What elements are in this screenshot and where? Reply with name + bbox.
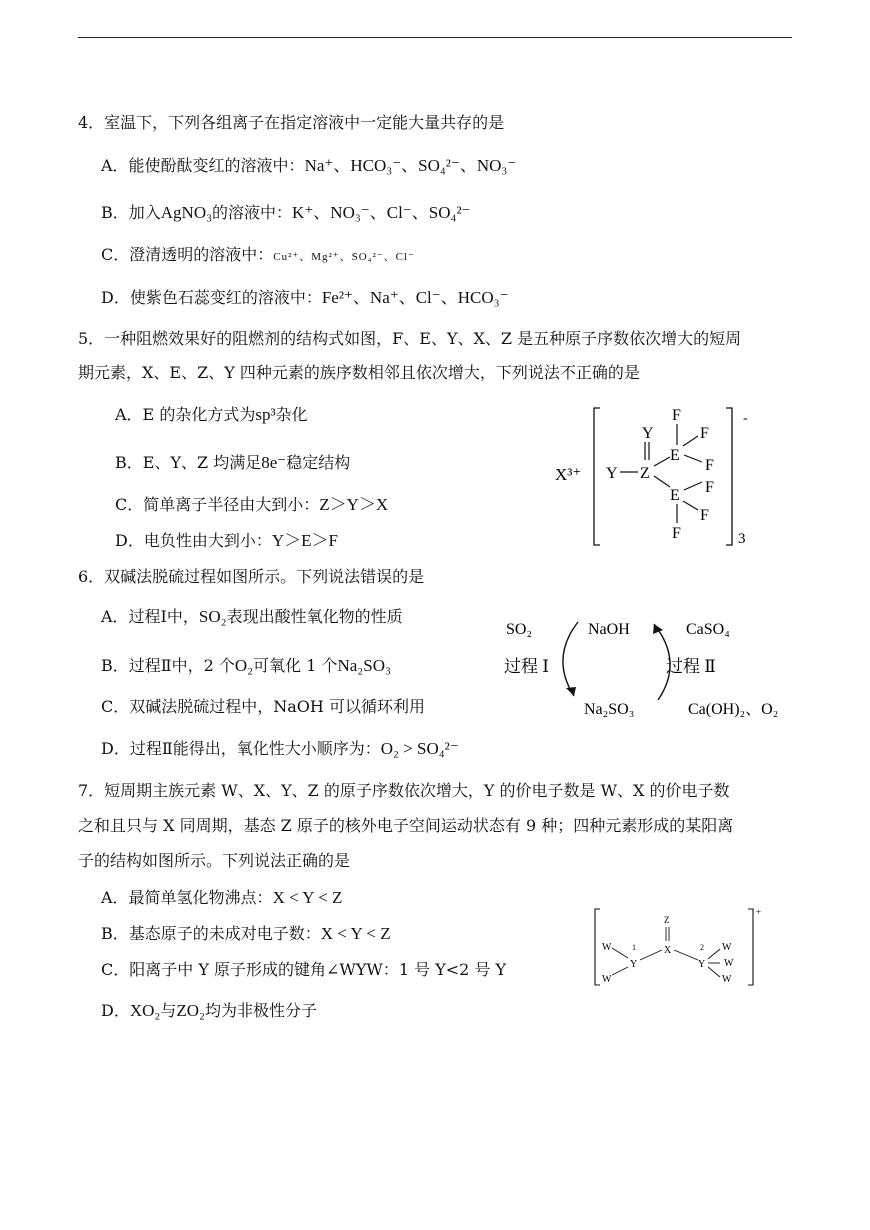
q4-a-text: A．能使酚酞变红的溶液中： [101, 156, 305, 175]
q4-d-ions: Fe²⁺、Na⁺、Cl⁻、HCO₃⁻ [321, 288, 509, 307]
q4-c-text: C．澄清透明的溶液中： [101, 245, 274, 264]
q7-b-chem: X < Y < Z [320, 924, 391, 943]
q7-option-c: C．阳离子中 Y 原子形成的键角∠WYW：1 号 Y<2 号 Y [101, 960, 507, 979]
q4-d-text: D．使紫色石蕊变红的溶液中： [101, 288, 322, 307]
q7-fig-charge: + [756, 907, 762, 917]
q5-c-chem: Z＞Y＞X [319, 495, 389, 514]
q5-option-a [115, 404, 308, 426]
q7-d-text2: 与 [160, 1001, 177, 1020]
q7-fig-y2: Y [698, 959, 706, 970]
q7-d-text3: 均为非极性分子 [204, 1001, 317, 1020]
q5-d-chem: Y＞E＞F [271, 531, 338, 550]
q7-fig-num1: 1 [632, 943, 636, 952]
q6-b-text: B．过程Ⅱ中，2 个 [101, 656, 235, 675]
q7-fig-w5: W [722, 974, 732, 985]
q7-stem-line2: 之和且只与 X 同周期，基态 Z 原子的核外电子空间运动状态有 9 种；四种元素形成的某阳离 [78, 816, 734, 835]
q4-c-ions: Cu²⁺、Mg²⁺、SO₄²⁻、Cl⁻ [273, 251, 415, 263]
q7-fig-w3: W [722, 942, 732, 953]
q5-option-d [115, 530, 338, 552]
q5-fig-f1: F [672, 407, 681, 424]
q5-fig-f3: F [705, 457, 714, 474]
q4-option-c [101, 244, 415, 268]
q7-fig-w1: W [602, 942, 612, 953]
q6-a-chem: SO₂ [198, 607, 227, 626]
q7-fig-x: X [664, 945, 672, 956]
q7-option-d [101, 1000, 317, 1022]
q6-b-chem: O₂ [234, 656, 254, 675]
q4-option-b [101, 202, 471, 224]
q6-cycle-figure [500, 608, 800, 728]
q4-b-ions: K⁺、NO₃⁻、Cl⁻、SO₄²⁻ [292, 203, 471, 222]
q6-option-b [101, 655, 391, 677]
q7-d-chem: XO₂ [129, 1001, 161, 1020]
q7-a-text: A．最简单氢化物沸点： [101, 888, 273, 907]
q5-fig-f5: F [700, 507, 709, 524]
q6-fig-naoh: NaOH [588, 621, 630, 638]
q5-fig-e-lower: E [670, 487, 680, 504]
q5-fig-y-left: Y [606, 465, 618, 482]
q5-fig-y-top: Y [642, 425, 654, 442]
q4-b-reagent: AgNO₃ [160, 203, 213, 222]
q5-fig-z: Z [640, 465, 650, 482]
q6-fig-na2so3: Na₂SO₃ [584, 701, 635, 718]
q5-fig-f2: F [700, 425, 709, 442]
q5-a-text2: 杂化 [275, 405, 308, 424]
q5-stem-line1: 5．一种阻燃效果好的阻燃剂的结构式如图，F、E、Y、X、Z 是五种原子序数依次增大的短周 [78, 329, 742, 348]
q4-a-ions: Na⁺、HCO₃⁻、SO₄²⁻、NO₃⁻ [304, 156, 517, 175]
q7-fig-z: Z [664, 915, 670, 925]
q5-a-text: A．E 的杂化方式为 [115, 405, 256, 424]
q6-fig-process1: 过程 Ⅰ [504, 657, 549, 676]
q7-stem-line3: 子的结构如图所示。下列说法正确的是 [78, 851, 351, 870]
q7-option-b [101, 923, 391, 945]
q5-b-chem: 8e⁻ [261, 453, 287, 472]
q6-option-d [101, 738, 459, 760]
q6-a-text: A．过程Ⅰ中， [101, 607, 199, 626]
q5-b-text2: 稳定结构 [286, 453, 351, 472]
q6-d-chem: O₂ > SO₄²⁻ [380, 739, 459, 758]
q5-fig-e-upper: E [670, 447, 680, 464]
q7-fig-num2: 2 [700, 943, 704, 952]
header-rule [78, 37, 792, 38]
q5-d-text: D．电负性由大到小： [115, 531, 272, 550]
q7-fig-y1: Y [630, 959, 638, 970]
q7-b-text: B．基态原子的未成对电子数： [101, 924, 321, 943]
q4-b-text2: 的溶液中： [212, 203, 293, 222]
q6-a-text2: 表现出酸性氧化物的性质 [226, 607, 403, 626]
q6-fig-so2: SO₂ [506, 621, 533, 638]
q6-fig-process2: 过程 Ⅱ [666, 657, 716, 676]
q7-d-text: D． [101, 1001, 130, 1020]
q6-fig-caoh2-o2: Ca(OH)₂、O₂ [688, 701, 779, 718]
q5-structure-figure [550, 400, 760, 550]
q6-d-text: D．过程Ⅱ能得出，氧化性大小顺序为： [101, 739, 381, 758]
q7-fig-w2: W [602, 974, 612, 985]
q4-option-a [101, 155, 516, 177]
q6-b-text2: 可氧化 1 个 [253, 656, 338, 675]
q5-b-text: B．E、Y、Z 均满足 [115, 453, 262, 472]
q5-stem-line2: 期元素，X、E、Z、Y 四种元素的族序数相邻且依次增大，下列说法不正确的是 [78, 363, 640, 382]
q6-option-c: C．双碱法脱硫过程中，NaOH 可以循环利用 [101, 697, 425, 716]
q7-stem-line1: 7．短周期主族元素 W、X、Y、Z 的原子序数依次增大，Y 的价电子数是 W、X 的价电子数 [78, 781, 730, 800]
q5-fig-f6: F [672, 525, 681, 542]
q7-cation-figure [590, 905, 765, 990]
q7-option-a [101, 887, 342, 909]
q5-option-c [115, 494, 388, 516]
q7-d-chem2: ZO₂ [176, 1001, 205, 1020]
q5-fig-f4: F [705, 479, 714, 496]
q6-fig-caso4: CaSO₄ [686, 621, 730, 638]
q7-a-chem: X < Y < Z [272, 888, 343, 907]
q4-b-text: B．加入 [101, 203, 161, 222]
q5-a-chem: sp³ [255, 405, 276, 424]
q5-fig-count: 3 [738, 531, 746, 547]
q4-option-d [101, 287, 509, 309]
q7-fig-w4: W [724, 958, 734, 969]
q5-c-text: C．简单离子半径由大到小： [115, 495, 320, 514]
q6-stem: 6．双碱法脱硫过程如图所示。下列说法错误的是 [78, 567, 425, 586]
q6-b-chem2: Na₂SO₃ [337, 656, 391, 675]
q4-stem: 4．室温下，下列各组离子在指定溶液中一定能大量共存的是 [78, 113, 505, 132]
q5-option-b [115, 452, 350, 474]
q5-fig-cation: X³⁺ [555, 465, 582, 484]
q6-option-a [101, 606, 403, 628]
q5-fig-charge: - [743, 411, 748, 426]
